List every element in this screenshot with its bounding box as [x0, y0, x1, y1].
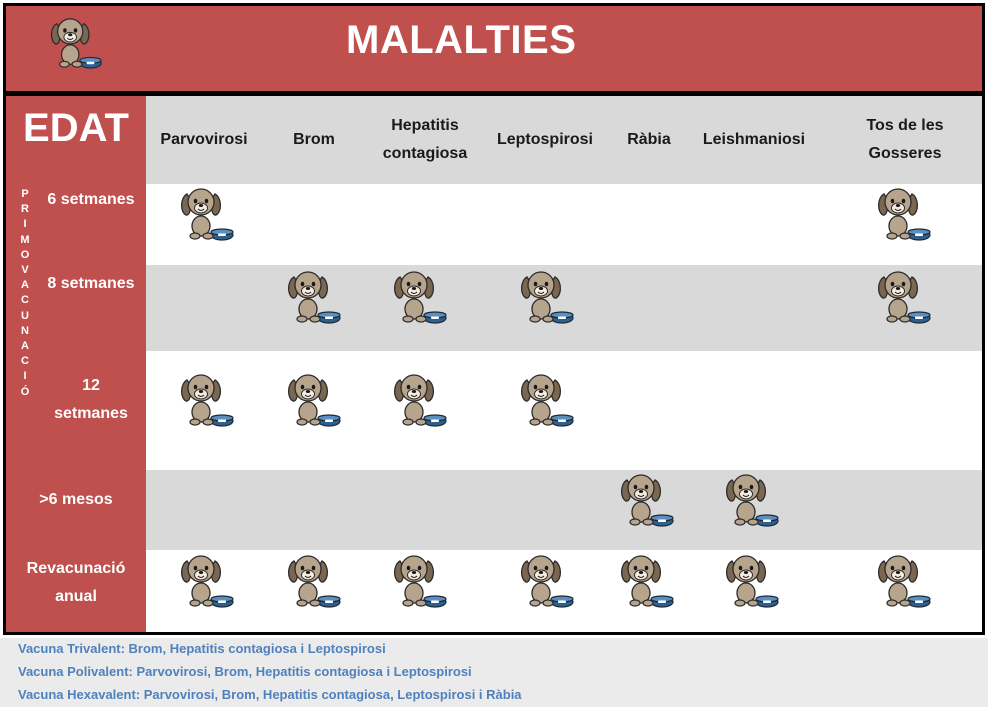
title-bar	[6, 6, 982, 96]
group-label-letter: A	[21, 279, 29, 292]
group-label-letter: O	[20, 248, 30, 261]
puppy-with-bowl-icon	[285, 267, 343, 325]
group-label-letter: C	[21, 355, 29, 368]
row-band	[146, 184, 982, 265]
puppy-with-bowl-icon	[391, 370, 449, 428]
col-header-hepatitis: Hepatitis contagiosa	[382, 117, 468, 162]
col-header-brom: Brom	[293, 131, 335, 148]
group-label-letter: I	[23, 218, 27, 231]
note-hexavalent: Vacuna Hexavalent: Parvovirosi, Brom, Hepatitis contagiosa, Leptospirosi i Ràbia	[18, 687, 522, 702]
page-title: MALALTIES	[346, 18, 577, 62]
col-header-parvovirosi: Parvovirosi	[160, 131, 248, 148]
group-label-letter: N	[21, 324, 29, 337]
puppy-with-bowl-icon	[285, 370, 343, 428]
group-label-letter: A	[21, 340, 29, 353]
row-label-12-setmanes: 12 setmanes	[54, 377, 128, 422]
puppy-with-bowl-icon	[178, 370, 236, 428]
puppy-with-bowl-icon	[391, 551, 449, 609]
group-label-letter: I	[23, 370, 27, 383]
vaccination-table	[3, 3, 985, 635]
col-header-tos: Tos de les Gosseres	[866, 117, 944, 162]
puppy-with-bowl-icon	[875, 267, 933, 325]
row-band	[146, 470, 982, 550]
primovacunacio-label	[16, 187, 34, 400]
col-header-leptospirosi: Leptospirosi	[496, 131, 593, 148]
age-header: EDAT	[23, 106, 129, 150]
row-label-6-mesos: >6 mesos	[39, 491, 113, 508]
puppy-with-bowl-icon	[518, 267, 576, 325]
puppy-with-bowl-icon	[285, 551, 343, 609]
row-label-6-setmanes: 6 setmanes	[47, 191, 135, 208]
vaccine-notes	[0, 638, 988, 707]
puppy-with-bowl-icon	[518, 551, 576, 609]
row-label-8-setmanes: 8 setmanes	[47, 275, 135, 292]
group-label-letter: V	[21, 264, 29, 277]
col-header-leishmaniosi: Leishmaniosi	[702, 131, 806, 148]
puppy-with-bowl-icon	[875, 184, 933, 242]
puppy-with-bowl-icon	[391, 267, 449, 325]
note-trivalent: Vacuna Trivalent: Brom, Hepatitis contagiosa i Leptospirosi	[18, 641, 386, 656]
puppy-with-bowl-icon	[875, 551, 933, 609]
puppy-with-bowl-icon	[723, 470, 781, 528]
group-label-letter: U	[21, 309, 29, 322]
group-label-letter: M	[20, 233, 30, 246]
group-label-letter: C	[21, 294, 29, 307]
note-polivalent: Vacuna Polivalent: Parvovirosi, Brom, Hepatitis contagiosa i Leptospirosi	[18, 664, 472, 679]
group-label-letter: Ó	[20, 385, 30, 398]
group-label-letter: P	[21, 188, 29, 200]
puppy-with-bowl-icon	[518, 370, 576, 428]
col-header-rabia: Ràbia	[627, 131, 671, 148]
group-label-letter: R	[21, 203, 29, 216]
puppy-with-bowl-icon	[618, 470, 676, 528]
puppy-with-bowl-icon	[178, 551, 236, 609]
puppy-with-bowl-icon	[618, 551, 676, 609]
puppy-with-bowl-icon	[178, 184, 236, 242]
puppy-with-bowl-icon	[723, 551, 781, 609]
row-label-revacunacio: Revacunació anual	[26, 560, 126, 605]
